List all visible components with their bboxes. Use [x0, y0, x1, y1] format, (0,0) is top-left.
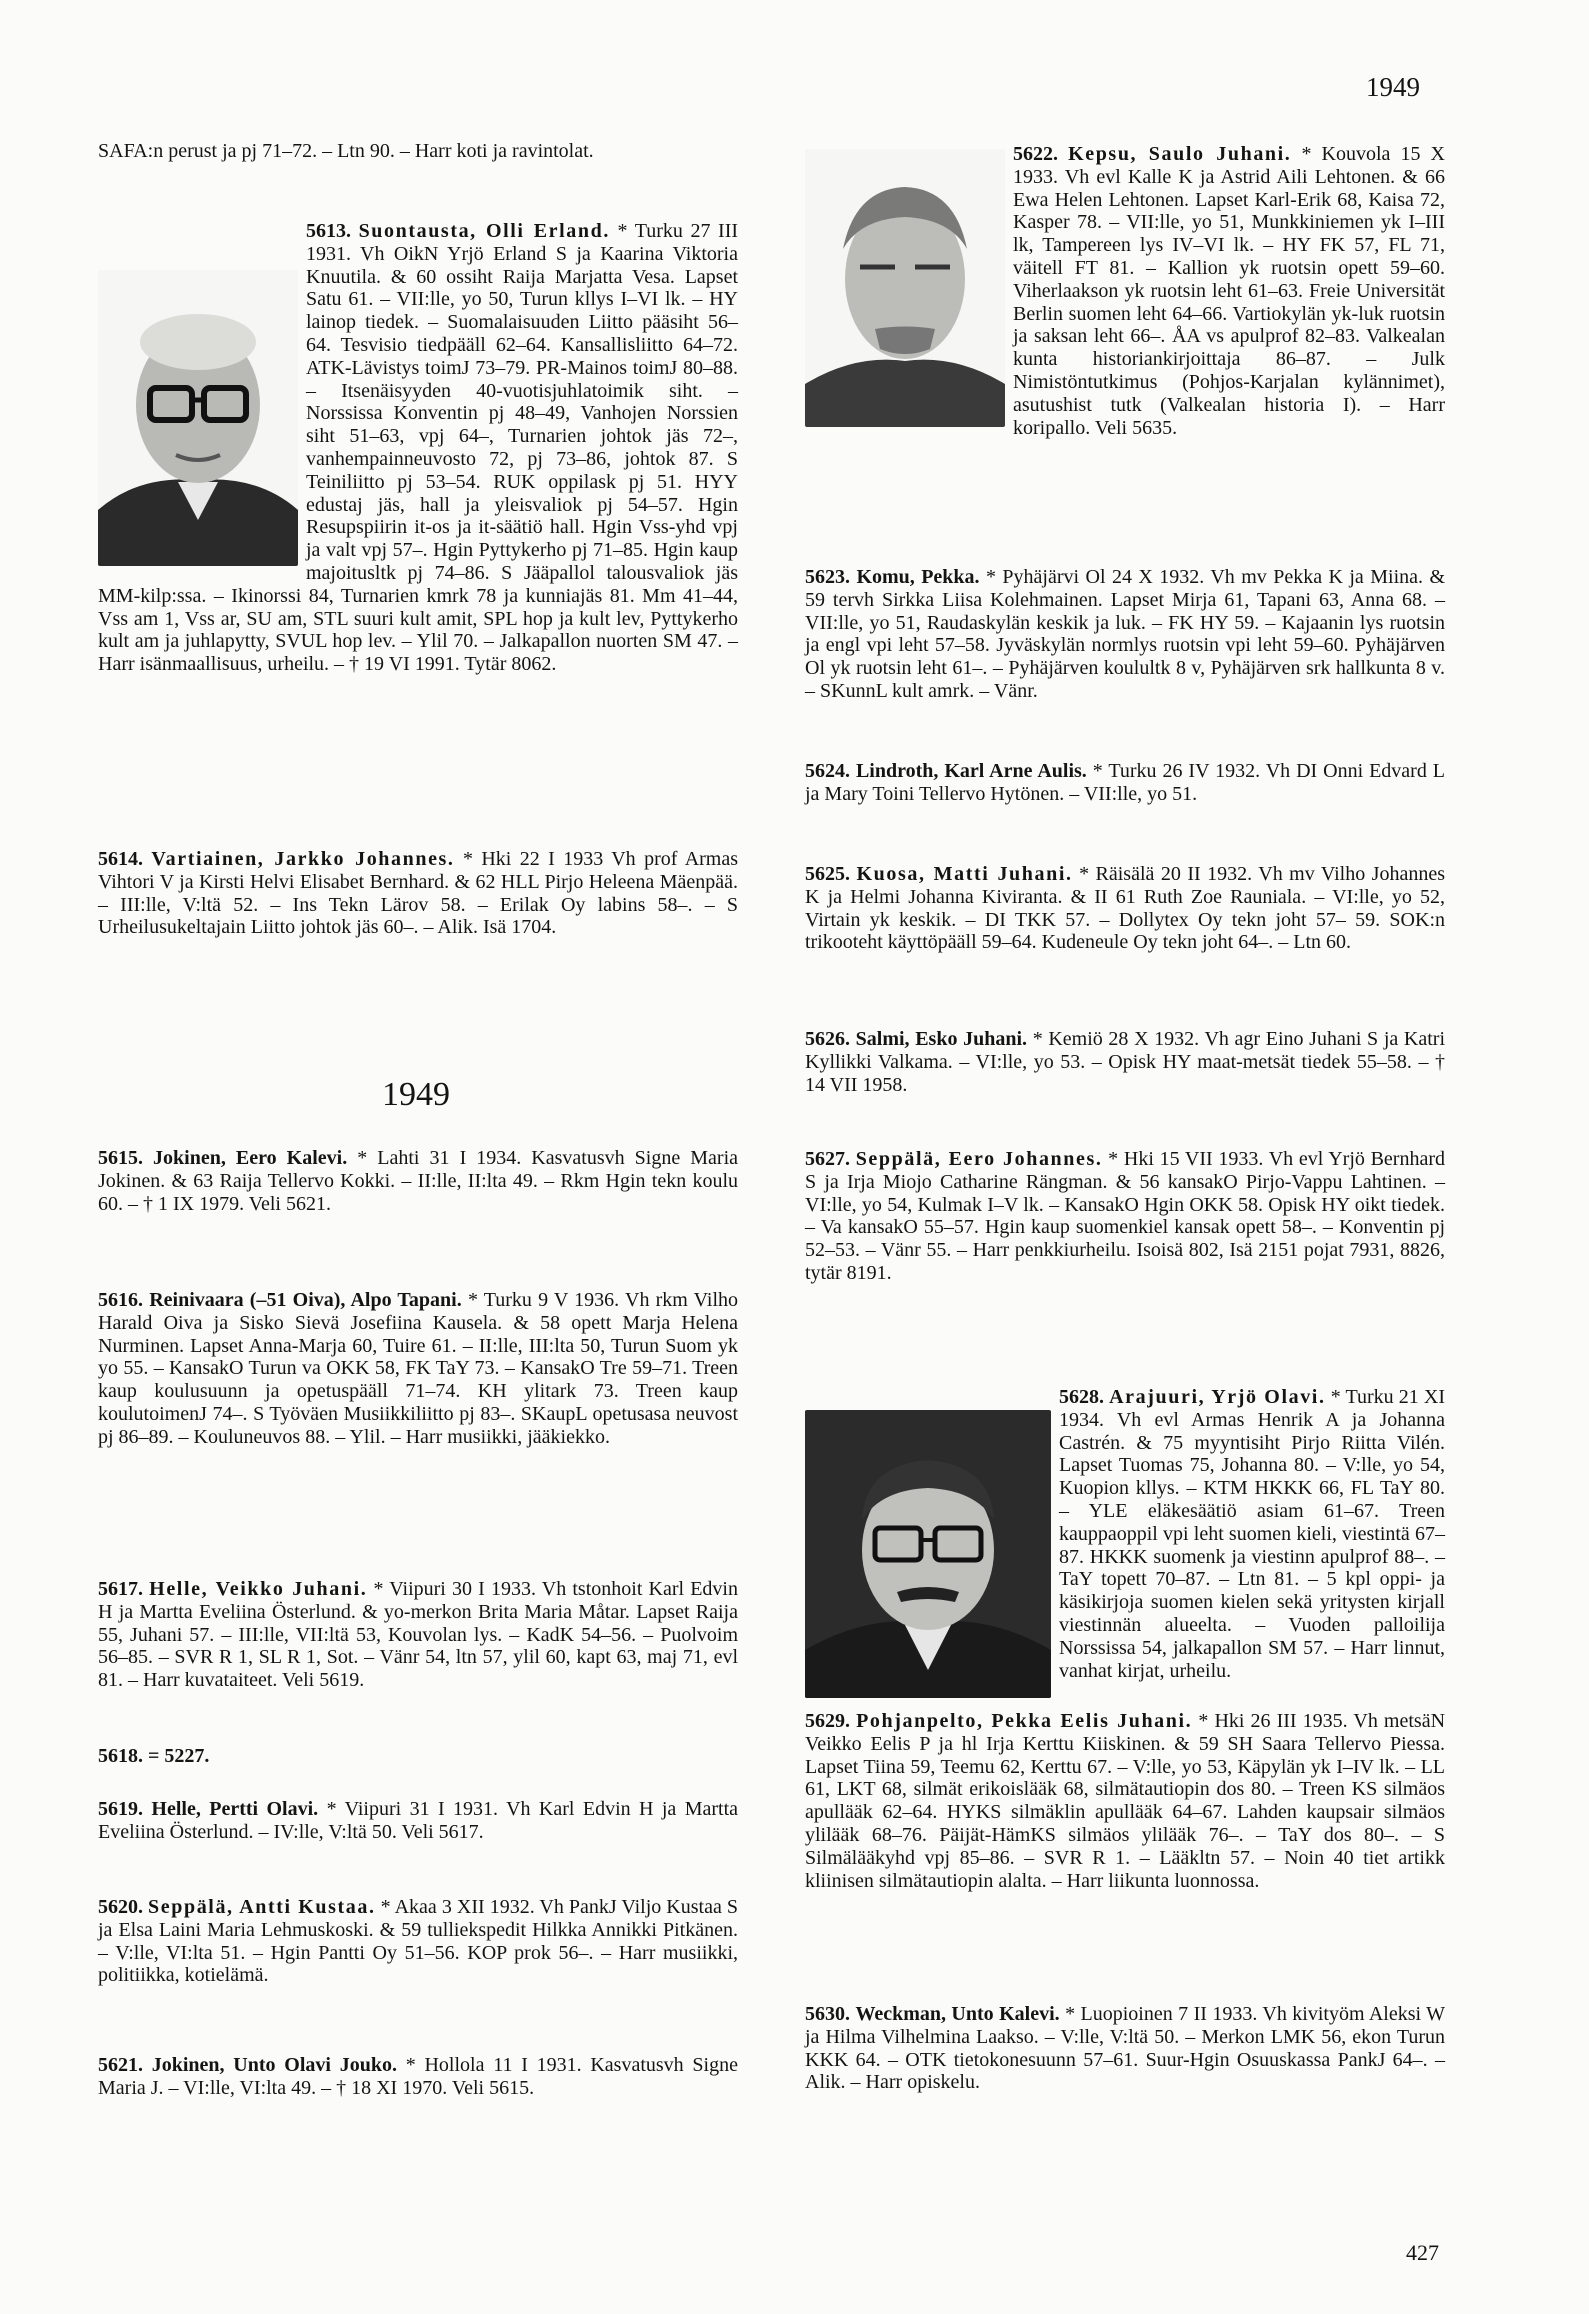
entry-text: SAFA:n perust ja pj 71–72. – Ltn 90. – Harr koti ja ravintolat. [98, 140, 594, 162]
entry-continuation [98, 140, 738, 163]
entry-number: 5629. [805, 1710, 850, 1732]
entry-5614 [98, 848, 738, 939]
entry-text: * Viipuri 31 I 1931. Vh Karl Edvin H ja Martta Eveliina Österlund. – IV:lle, V:ltä 50. Veli 5617. [98, 1798, 739, 1843]
entry-text: * Hollola 11 I 1931. Kasvatusvh Signe Maria J. – VI:lle, VI:lta 49. – † 18 XI 1970. Veli 5615. [98, 2054, 738, 2099]
entry-5622 [805, 143, 1445, 439]
entry-5623 [805, 566, 1445, 703]
entry-5630 [805, 2003, 1445, 2094]
entry-name: Salmi, Esko Juhani. [855, 1028, 1028, 1050]
entry-text: * Turku 26 IV 1932. Vh DI Onni Edvard L ja Mary Toini Tellervo Hytönen. – VII:lle, yo 51. [805, 760, 1446, 805]
entry-number: 5624. [805, 760, 850, 782]
entry-5619 [98, 1798, 738, 1844]
entry-text: * Räisälä 20 II 1932. Vh mv Vilho Johannes K ja Helmi Johanna Kiviranta. & II 61 Ruth Zoe Rauniala. – VI:lle, yo 52, Virtain yk keskik. – DI TKK 57. – Dollytex Oy tekn joht 57– 59. SOK:n trikooteht käyttöpääll 59–64. Kudeneule Oy tekn joht 64–. – Ltn 60. [805, 863, 1446, 954]
entry-number: 5614. [98, 848, 143, 870]
entry-name: Kepsu, Saulo Juhani. [1068, 143, 1292, 165]
entry-number: 5617. [98, 1578, 143, 1600]
entry-number: 5626. [805, 1028, 850, 1050]
entry-name: Helle, Veikko Juhani. [149, 1578, 368, 1600]
entry-name: Komu, Pekka. [856, 566, 980, 588]
entry-name: Pohjanpelto, Pekka Eelis Juhani. [856, 1710, 1193, 1732]
entry-name: Lindroth, Karl Arne Aulis. [855, 760, 1087, 782]
entry-number: 5622. [1013, 143, 1058, 165]
entry-text: * Lahti 31 I 1934. Kasvatusvh Signe Maria Jokinen. & 63 Raija Tellervo Kokki. – II:lle, II:lta 49. – Rkm Hgin tekn koulu 60. – † 1 IX 1979. Veli 5621. [98, 1147, 739, 1215]
entry-5626 [805, 1028, 1445, 1096]
entry-name: Weckman, Unto Kalevi. [855, 2003, 1060, 2025]
entry-name: Arajuuri, Yrjö Olavi. [1109, 1386, 1326, 1408]
entry-5621 [98, 2054, 738, 2100]
entry-name: Kuosa, Matti Juhani. [856, 863, 1073, 885]
entry-name: Suontausta, Olli Erland. [358, 220, 610, 242]
portrait-photo-5628 [805, 1410, 1051, 1698]
entry-number: 5621. [98, 2054, 143, 2076]
entry-name: Helle, Pertti Olavi. [151, 1798, 319, 1820]
entry-5629 [805, 1710, 1445, 1892]
entry-5624 [805, 760, 1445, 806]
entry-5617 [98, 1578, 738, 1692]
entry-5627 [805, 1148, 1445, 1285]
entry-text: * Kouvola 15 X 1933. Vh evl Kalle K ja Astrid Aili Lehtonen. & 66 Ewa Helen Lehtonen. Lapset Karl-Erik 68, Kaisa 72, Kasper 78. – VII:lle, yo 51, Munkkiniemen yk I–III lk, Tampereen lys IV–VI lk. – HY FK 57, FL 71, väitell FT 81. – Kallion yk ruotsin opett 59–60. Viherlaakson yk ruotsin leht 61–63. Freie Universität Berlin suomen leht 64–66. Vartiokylän yk-luk ruotsin ja saksan leht 66–. ÅA vs apulprof 82–83. Valkealan kunta historiankirjoittaja 86–87. – Julk Nimistöntutkimus (Pohjos-Karjalan kylännimet), asutushist tutk (Valkealan historia I). – Harr koripallo. Veli 5635. [1013, 143, 1446, 439]
entry-number: 5623. [805, 566, 850, 588]
entry-text: * Turku 27 III 1931. Vh OikN Yrjö Erland S ja Kaarina Viktoria Knuutila. & 60 ossiht Raija Marjatta Vesa. Lapset Satu 61. – VII:lle, yo 50, Turun kllys I–VI lk. – HY lainop tiedek. – Suomalaisuuden Liitto pääsiht 56–64. Tesvisio tiedpääll 62–64. Kansallisliitto 64–72. ATK-Lävistys toimJ 73–79. PR-Mainos toimJ 80–88. – Itsenäisyyden 40-vuotisjuhlatoimik siht. – Norssissa Konventin pj 48–49, Vanhojen Norssien siht 51–63, vpj 64–, Turnarien johtok jäs 72–, vanhempainneuvosto 72, pj 73–86, johtok 87. S Teiniliitto pj 53–54. RUK oppilask pj 51. HYY edustaj jäs, hall ja yleisvaliok pj 54–57. Hgin Resupspiirin it-os ja it-säätiö hall. Hgin Vss-yhd vpj ja valt vpj 57–. Hgin Pyttykerho pj 71–85. Hgin kaup majoitusltk pj 74–86. S Jääpallol talousvaliok jäs MM-kilp:ssa. – Ikinorssi 84, Turnarien kmrk 78 ja kunniajäs 81. Mm 41–44, Vss am 1, Vss ar, SU am, STL suuri kult amit, SPL hop ja kult lev, Pyttykerho kult am ja juhlapytty, SVUL hop lev. – Ylil 70. – Jalkapallon nuorten SM 47. – Harr isänmaallisuus, urheilu. – † 19 VI 1991. Tytär 8062. [98, 220, 739, 676]
entry-5618 [98, 1745, 738, 1768]
entry-number: 5613. [306, 220, 351, 242]
entry-text: * Hki 26 III 1935. Vh metsäN Veikko Eelis P ja hl Irja Kerttu Kiiskinen. & 59 SH Saara Tellervo Piessa. Lapset Tiina 59, Teemu 62, Kerttu 67. – V:lle, yo 53, Käpylän yk I–IV lk. – LL 61, LKT 68, silmät erikoislääk 68, silmätautiopin dos 80. – Treen KS silmäos apullääk 62–64. HYKS silmäklin apullääk 64–67. Lahden kaupsair silmäos ylilääk 68–76. Päijät-HämKS silmäos ylilääk 76–. – TaY dos 80–. – S Silmälääkyhd vpj 85–86. – SVR R 1. – Lääkltn 57. – Noin 40 tiet artikk kliinisen silmätautiopin alalta. – Harr liikunta luonnossa. [805, 1710, 1446, 1892]
entry-number: 5627. [805, 1148, 850, 1170]
entry-text: * Akaa 3 XII 1932. Vh PankJ Viljo Kustaa S ja Elsa Laini Maria Lehmuskoski. & 59 tulliekspedit Hilkka Annikki Pitkänen. – V:lle, VI:lta 51. – Hgin Pantti Oy 51–56. KOP prok 56–. – Harr musiikki, politiikka, kotielämä. [98, 1896, 739, 1987]
entry-name: Jokinen, Unto Olavi Jouko. [151, 2054, 397, 2076]
page-number: 427 [1406, 2240, 1439, 2265]
entry-name: Reinivaara (–51 Oiva), Alpo Tapani. [149, 1289, 462, 1311]
entry-5620 [98, 1896, 738, 1987]
entry-text: * Turku 9 V 1936. Vh rkm Vilho Harald Oiva ja Sisko Sievä Josefiina Kausela. & 58 opett Marja Helena Nurminen. Lapset Anna-Marja 60, Tuire 61. – II:lle, III:lta 50, Turun Suom yk yo 55. – KansakO Turun va OKK 58, FK TaY 73. – KansakO Tre 59–71. Treen kaup koulusuunn ja opetuspääll 71–74. KH ylitark 73. Treen kaup koulutoimenJ 74–. S Työväen Musiikkiliitto pj 83–. SKaupL opetusasa neuvost pj 86–89. – Kouluneuvos 88. – Ylil. – Harr musiikki, jääkiekko. [98, 1289, 739, 1448]
entry-number: 5630. [805, 2003, 850, 2025]
entry-5613 [98, 220, 738, 676]
entry-5615 [98, 1147, 738, 1215]
year-mid: 1949 [382, 1076, 450, 1113]
entry-number: 5616. [98, 1289, 143, 1311]
portrait-photo-5622 [805, 149, 1005, 427]
year-top: 1949 [1366, 72, 1420, 102]
entry-5616 [98, 1289, 738, 1449]
entry-name: Vartiainen, Jarkko Johannes. [151, 848, 455, 870]
entry-name: Seppälä, Antti Kustaa. [148, 1896, 376, 1918]
portrait-photo-5613 [98, 270, 298, 566]
entry-text: * Luopioinen 7 II 1933. Vh kivityöm Aleksi W ja Hilma Vilhelmina Laakso. – V:lle, V:ltä 50. – Merkon LMK 56, ekon Turun KKK 64. – OTK tietokonesuunn 57–61. Suur-Hgin Osuuskassa PankJ 64–. – Alik. – Harr opiskelu. [805, 2003, 1446, 2094]
entry-text: * Kemiö 28 X 1932. Vh agr Eino Juhani S ja Katri Kyllikki Valkama. – VI:lle, yo 53. – Opisk HY maat-metsät tiedek 55–58. – † 14 VII 1958. [805, 1028, 1445, 1096]
entry-name: Seppälä, Eero Johannes. [855, 1148, 1103, 1170]
entry-number: 5628. [1059, 1386, 1104, 1408]
entry-text: * Pyhäjärvi Ol 24 X 1932. Vh mv Pekka K ja Miina. & 59 tervh Sirkka Liisa Kolehmainen. Lapset Mirja 61, Tapani 63, Anna 68. – VII:lle, yo 51, Raudaskylän keskik ja luk. – FK HY 59. – Kajaanin lys ruotsin ja engl vpi leht 57–58. Jyväskylän normlys ruotsin vpi leht 59–60. Pyhäjärven Ol yk ruotsin leht 61–. – Pyhäjärven koulultk 8 v, Pyhäjärven srk hallkunta 8 v. – SKunnL kult amrk. – Vänr. [805, 566, 1446, 702]
entry-text: * Hki 15 VII 1933. Vh evl Yrjö Bernhard S ja Irja Miojo Catharine Rängman. & 56 kansakO Pirjo-Vappu Lahtinen. – VI:lle, yo 54, Kulmak I–V lk. – KansakO Hgin OKK 58. Opisk HY oikt tiedek. – Va kansakO 55–57. Hgin kaup suomenkiel kansak opett 58–. – Konventin pj 52–53. – Vänr 55. – Harr penkkiurheilu. Isoisä 802, Isä 2151 pojat 7931, 8826, tytär 8191. [805, 1148, 1446, 1284]
entry-number: 5625. [805, 863, 850, 885]
entry-5628 [805, 1386, 1445, 1700]
entry-5625 [805, 863, 1445, 954]
entry-number: 5615. [98, 1147, 143, 1169]
entry-name: = 5227. [148, 1745, 210, 1767]
entry-number: 5620. [98, 1896, 143, 1918]
entry-text: * Turku 21 XI 1934. Vh evl Armas Henrik A ja Johanna Castrén. & 75 myyntisiht Pirjo Riitta Vilén. Lapset Tuomas 75, Johanna 80. – V:lle, yo 54, Kuopion kllys. – KTM HKKK 66, FL TaY 80. – YLE eläkesäätiö asiam 61–67. Treen kauppaoppil vpi leht suomen kieli, viestintä 67–87. HKKK suomenk ja viestinn apulprof 88–. – TaY topett 70–87. – Ltn 81. – 5 kpl oppi- ja käsikirjoja suomen kielen sekä yritysten kirjall viestinnän alueelta. – Vuoden palloilija Norssissa 54, jalkapallon SM 57. – Harr linnut, vanhat kirjat, urheilu. [1059, 1386, 1446, 1682]
entry-number: 5619. [98, 1798, 143, 1820]
entry-text: * Viipuri 30 I 1933. Vh tstonhoit Karl Edvin H ja Martta Eveliina Österlund. & yo-merkon Brita Maria Måtar. Lapset Raija 55, Juhani 57. – III:lle, VII:ltä 53, Kouvolan lys. – KadK 54–56. – Puolvoim 56–85. – SVR R 1, SL R 1, Sot. – Vänr 54, ltn 57, ylil 60, kapt 63, maj 71, evl 81. – Harr kuvataiteet. Veli 5619. [98, 1578, 738, 1692]
entry-text: * Hki 22 I 1933 Vh prof Armas Vihtori V ja Kirsti Helvi Elisabet Bernhard. & 62 HLL Pirjo Heleena Mäenpää. – III:lle, V:ltä 52. – Ins Tekn Lärov 58. – Erilak Oy labins 58–. – S Urheilusukeltajain Liitto johtok jäs 60–. – Alik. Isä 1704. [98, 848, 739, 939]
entry-name: Jokinen, Eero Kalevi. [153, 1147, 348, 1169]
entry-number: 5618. [98, 1745, 143, 1767]
